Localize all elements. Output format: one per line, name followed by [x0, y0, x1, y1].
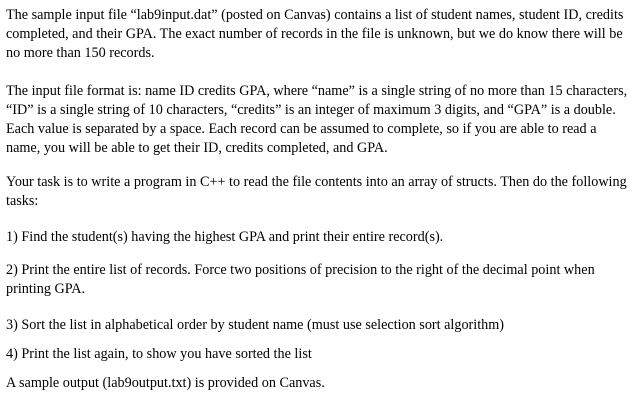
task-item-2: 2) Print the entire list of records. Force two positions of precision to the right of the decimal point when printing GPA.	[6, 262, 595, 297]
task-item-4: 4) Print the list again, to show you have sorted the list	[6, 346, 312, 362]
task-paragraph: Your task is to write a program in C++ to read the file contents into an array of structs. Then do the following tasks:	[6, 174, 627, 209]
file-format-paragraph: The input file format is: name ID credits GPA, where “name” is a single string of no more than 15 characters, “ID” is a single string of 10 characters, “credits” is an integer of maximum 3 digits, and “GPA” is a double. Each value is separated by a space. Each record can be assumed to complete, so if you are able to read a name, you will be able to get their ID, credits completed, and GPA.	[6, 83, 628, 156]
sample-output-paragraph: A sample output (lab9output.txt) is provided on Canvas.	[6, 375, 325, 391]
task-item-3: 3) Sort the list in alphabetical order by student name (must use selection sort algorithm)	[6, 317, 505, 333]
task-item-1: 1) Find the student(s) having the highest GPA and print their entire record(s).	[6, 229, 444, 245]
intro-paragraph: The sample input file “lab9input.dat” (posted on Canvas) contains a list of student names, student ID, credits completed, and their GPA. The exact number of records in the file is unknown, but we do know there will be no more than 150 records.	[6, 7, 624, 61]
